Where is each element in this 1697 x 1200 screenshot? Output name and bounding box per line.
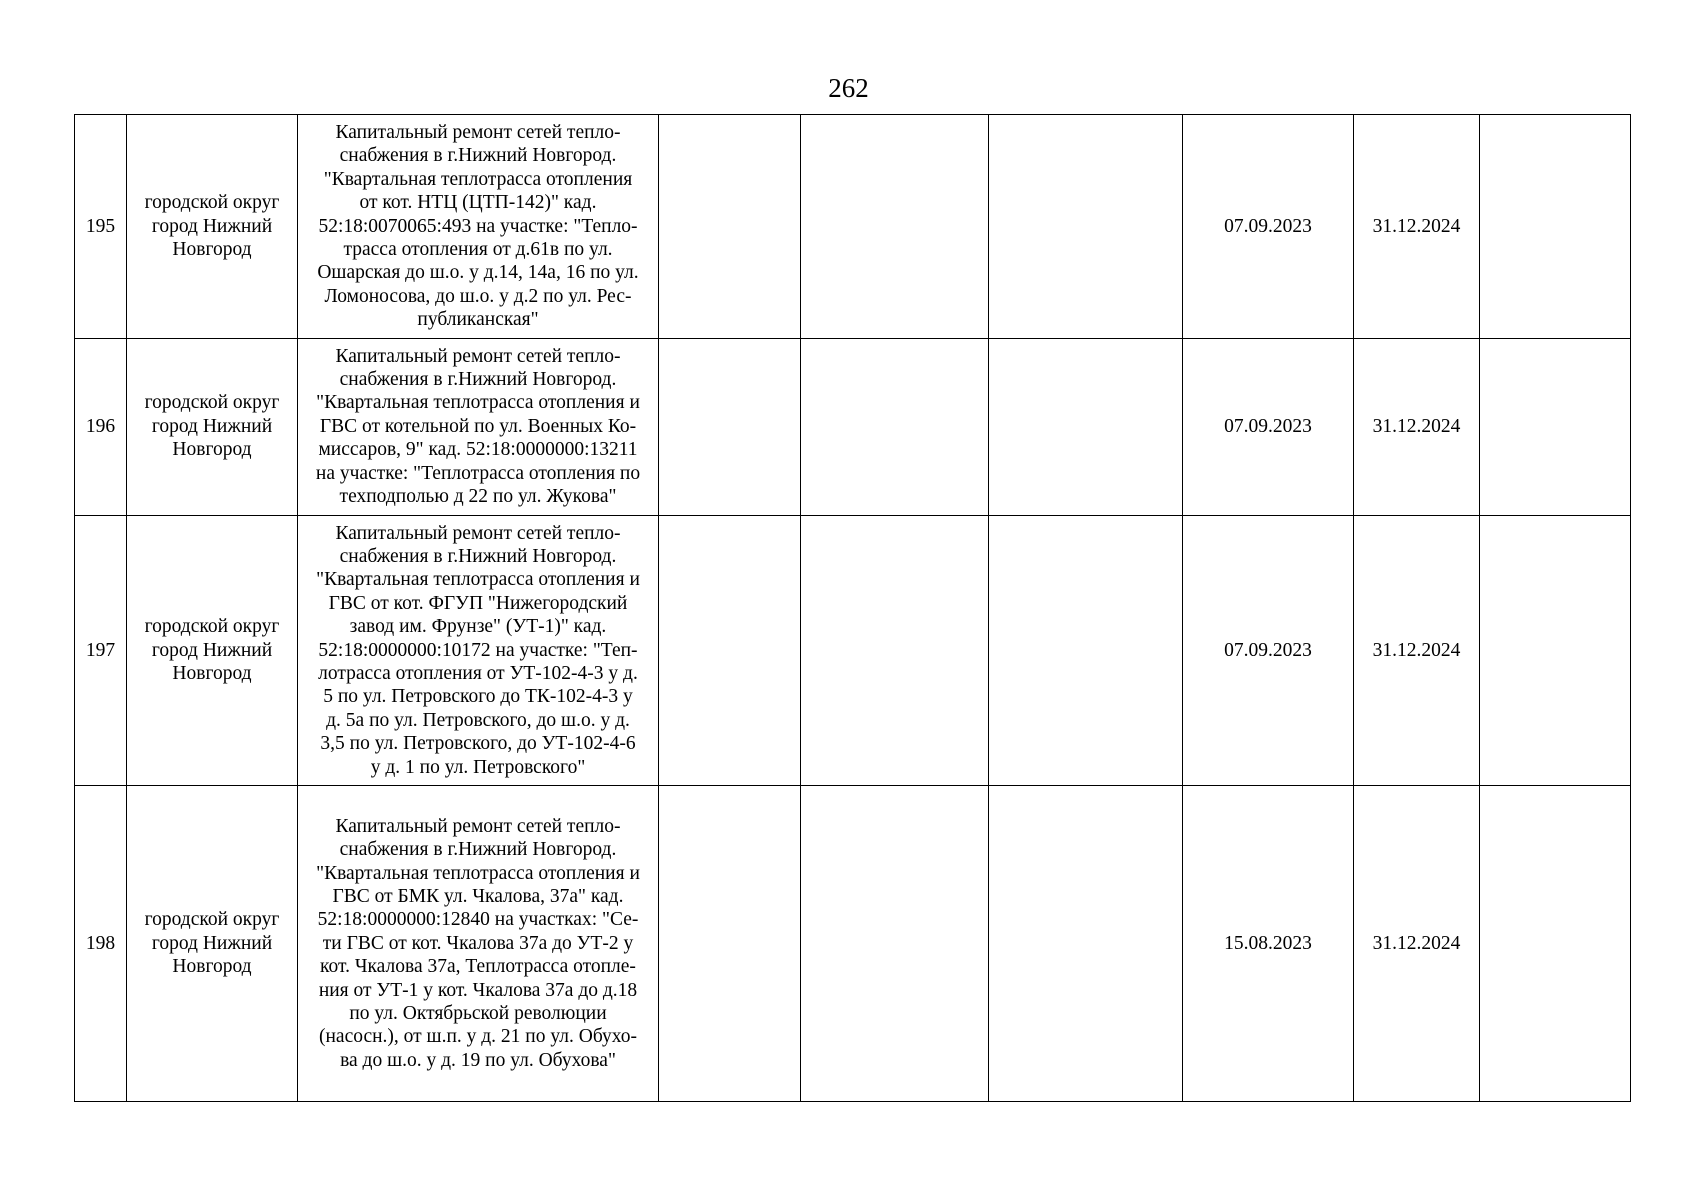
empty-cell bbox=[1480, 785, 1631, 1101]
row-number: 195 bbox=[75, 115, 127, 339]
description-cell: Капитальный ремонт сетей тепло- снабжения в г.Нижний Новгород. "Квартальная теплотрасса отопления и ГВС от котельной по ул. Военных Ко- миссаров, 9" кад. 52:18:0000000:13211 на участке: "Теплотрасса отопления по техподполью д 22 по ул. Жукова" bbox=[298, 338, 659, 515]
empty-cell bbox=[659, 515, 801, 785]
empty-cell bbox=[989, 515, 1183, 785]
empty-cell bbox=[1480, 338, 1631, 515]
page-number: 262 bbox=[828, 73, 869, 103]
empty-cell bbox=[989, 785, 1183, 1101]
empty-cell bbox=[1480, 115, 1631, 339]
empty-cell bbox=[801, 785, 989, 1101]
empty-cell bbox=[989, 338, 1183, 515]
district-cell: городской округ город Нижний Новгород bbox=[127, 515, 298, 785]
table-row bbox=[75, 785, 1631, 1101]
empty-cell bbox=[801, 115, 989, 339]
table-row bbox=[75, 338, 1631, 515]
end-date-cell: 31.12.2024 bbox=[1354, 515, 1480, 785]
district-cell: городской округ город Нижний Новгород bbox=[127, 785, 298, 1101]
empty-cell bbox=[659, 785, 801, 1101]
description-cell: Капитальный ремонт сетей тепло- снабжения в г.Нижний Новгород. "Квартальная теплотрасса отопления от кот. НТЦ (ЦТП-142)" кад. 52:18:0070065:493 на участке: "Тепло- трасса отопления от д.61в по ул. Ошарская до ш.о. у д.14, 14а, 16 по ул. Ломоносова, до ш.о. у д.2 по ул. Рес- публиканская" bbox=[298, 115, 659, 339]
start-date-cell: 07.09.2023 bbox=[1183, 515, 1354, 785]
empty-cell bbox=[801, 515, 989, 785]
document-table bbox=[74, 114, 1631, 1102]
empty-cell bbox=[659, 338, 801, 515]
row-number: 196 bbox=[75, 338, 127, 515]
empty-cell bbox=[989, 115, 1183, 339]
empty-cell bbox=[1480, 515, 1631, 785]
start-date-cell: 07.09.2023 bbox=[1183, 115, 1354, 339]
end-date-cell: 31.12.2024 bbox=[1354, 338, 1480, 515]
end-date-cell: 31.12.2024 bbox=[1354, 115, 1480, 339]
description-cell: Капитальный ремонт сетей тепло- снабжения в г.Нижний Новгород. "Квартальная теплотрасса отопления и ГВС от БМК ул. Чкалова, 37а" кад. 52:18:0000000:12840 на участках: "Се- ти ГВС от кот. Чкалова 37а до УТ-2 у кот. Чкалова 37а, Теплотрасса отопле- ния от УТ-1 у кот. Чкалова 37а до д.18 по ул. Октябрьской революции (насосн.), от ш.п. у д. 21 по ул. Обухо- ва до ш.о. у д. 19 по ул. Обухова" bbox=[298, 785, 659, 1101]
district-cell: городской округ город Нижний Новгород bbox=[127, 338, 298, 515]
district-cell: городской округ город Нижний Новгород bbox=[127, 115, 298, 339]
start-date-cell: 07.09.2023 bbox=[1183, 338, 1354, 515]
table-row bbox=[75, 515, 1631, 785]
description-cell: Капитальный ремонт сетей тепло- снабжения в г.Нижний Новгород. "Квартальная теплотрасса отопления и ГВС от кот. ФГУП "Нижегородский завод им. Фрунзе" (УТ-1)" кад. 52:18:0000000:10172 на участке: "Теп- лотрасса отопления от УТ-102-4-3 у д. 5 по ул. Петровского до ТК-102-4-3 у д. 5а по ул. Петровского, до ш.о. у д. 3,5 по ул. Петровского, до УТ-102-4-6 у д. 1 по ул. Петровского" bbox=[298, 515, 659, 785]
row-number: 197 bbox=[75, 515, 127, 785]
empty-cell bbox=[801, 338, 989, 515]
table-row bbox=[75, 115, 1631, 339]
empty-cell bbox=[659, 115, 801, 339]
row-number: 198 bbox=[75, 785, 127, 1101]
end-date-cell: 31.12.2024 bbox=[1354, 785, 1480, 1101]
start-date-cell: 15.08.2023 bbox=[1183, 785, 1354, 1101]
